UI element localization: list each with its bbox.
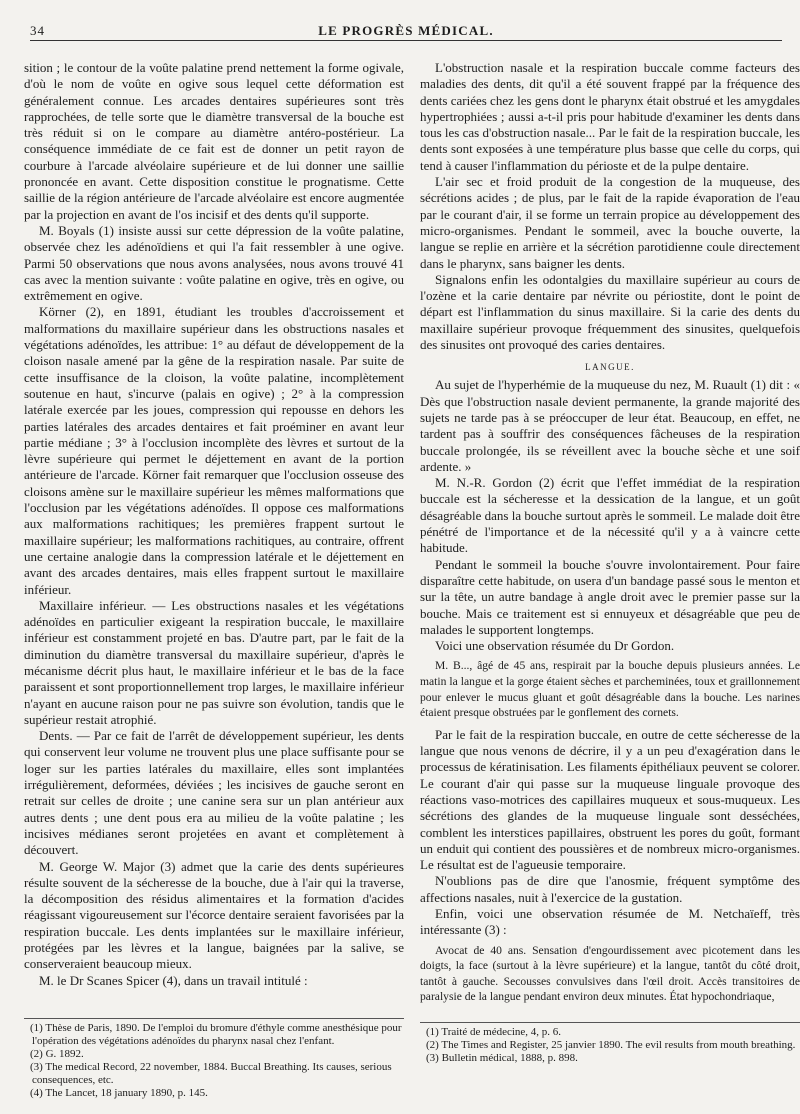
observation-netchaieff [420, 943, 800, 1005]
paragraph: M. George W. Major (3) admet que la carie des dents supérieures résulte souvent de la sécheresse de la bouche, due à l'air qui la traverse, la décomposition des résidus alimentaires et la formation d'acides réagissant vigoureusement sur l'écorce dentaire seraient favorisées par la respiration buccale. Les dents implantées sur le maxillaire inférieur, protégées par les lèvres et la langue, baignées par la salive, se conserveraient beaucoup mieux. [24, 858, 404, 972]
paragraph: Körner (2), en 1891, étudiant les troubles d'accroissement et malformations du maxillaire supérieur dans les obstructions nasales et végétations adénoïdes, les attribue: 1° au défaut de développement de la cloison nasale amené par la gêne de la respiration nasale. Par suite de cette insuffisance de la cloison, la voûte palatine, incomplètement soutenue en haut, s'incurve (palais en ogive) ; 2° à la compression latérale exercée par les joues, compression qui repousse en dehors les parties latérales des arcades dentaires et fait proéminer en avant leur partie médiane ; 3° à l'occlusion incomplète des lèvres et surtout de la lèvre supérieure qui permet le déjettement en avant de la portion antérieure de l'arcade. Körner fait remarquer que l'occlusion osseuse des cloisons amène sur le maxillaire supérieur les mêmes malformations que l'occlusion par les végétations adénoïdes. Il oppose ces malformations aux malformations rachitiques; les premières frappent surtout le maxillaire supérieur; les malformations rachitiques, au contraire, offrent une certaine analogie dans la compression latérale et le déjettement en avant des arcades dentaires, mais elles frappent surtout le maxillaire inférieur. [24, 304, 404, 597]
page-number: 34 [30, 23, 45, 38]
footnote: (2) The Times and Register, 25 janvier 1890. The evil results from mouth breathing. [426, 1039, 796, 1051]
observation-text: Avocat de 40 ans. Sensation d'engourdissement avec picotement dans les doigts, la face (surtout à la lèvre supérieure) et la langue, tantôt du côté droit, tantôt à gauche. Secousses convulsives dans l'œil droit. Accès transitoires de paralysie de la langue pendant environ deux minutes. État hypochondriaque, [420, 943, 800, 1004]
paragraph: M. le Dr Scanes Spicer (4), dans un travail intitulé : [39, 972, 308, 988]
paragraph: Pendant le sommeil la bouche s'ouvre involontairement. Pour faire disparaître cette habitude, on usera d'un bandage passé sous le menton et sur la tête, un autre bandage à angle droit avec le premier passe sur la bouche. Mais ce traitement est si ennuyeux et désagréable que peu de malades le supportent longtemps. [420, 556, 800, 637]
left-column [24, 60, 404, 989]
paragraph: Au sujet de l'hyperhémie de la muqueuse du nez, M. Ruault (1) dit : « Dès que l'obstruction nasale devient permanente, la grande majorité des sujets ne tarde pas à se préoccuper de leur état. Beaucoup, en effet, ne tardent pas à souffrir des conséquences fâcheuses de la respiration buccale prolongée, ils se réveillent avec la bouche sèche et une soif ardente. » [420, 377, 800, 474]
section-heading-langue: LANGUE. [585, 362, 635, 373]
paragraph: Voici une observation résumée du Dr Gordon. [435, 638, 675, 654]
footnotes-right [420, 1022, 800, 1065]
observation-text: M. B..., âgé de 45 ans, respirait par la bouche depuis plusieurs années. Le matin la langue et la gorge étaient sèches et parcheminées, toux et graillonnement pour enlever le mucus gluant et goût désagréable dans la bouche. Les narines étaient presque obstruées par le gonflement des cornets. [420, 659, 800, 720]
paragraph: L'obstruction nasale et la respiration buccale comme facteurs des maladies des dents, dit qu'il a été souvent frappé par la fréquence des dents cariées chez les gens dont le pharynx était obstrué et les amygdales hypertrophiées ; aussi a-t-il pris pour habitude d'examiner les dents dans tous les cas d'obstruction nasale... Par le fait de la respiration buccale, les dents sont exposées à une température plus basse que celle du corps, qui tend à causer l'inflammation du périoste et de la pulpe dentaire. [420, 60, 800, 173]
paragraph: sition ; le contour de la voûte palatine prend nettement la forme ogivale, d'où le nom de voûte en ogive sous lequel cette déformation est généralement connue. Les arcades dentaires supérieures sont très rapprochées, de telle sorte que le diamètre transversal de la bouche est très réduit si on le compare au diamètre antéro-postérieur. La conséquence immédiate de ce fait est de donner un petit rayon de courbure à l'arcade alvéolaire supérieure et de lui donner une saillie prononcée en avant. Cette disposition constitue le prognatisme. Cette saillie de la région antérieure de l'arcade alvéolaire est encore augmentée par la projection en avant de l'os incisif et des dents qu'il supporte. [24, 60, 404, 222]
footnote: (1) Traité de médecine, 4, p. 6. [426, 1026, 562, 1038]
footnote: (1) Thèse de Paris, 1890. De l'emploi du bromure d'éthyle comme anesthésique pour l'opération des végétations adénoïdes du pharynx nasal chez l'enfant. [30, 1022, 402, 1047]
page-header [30, 22, 782, 41]
paragraph: Maxillaire inférieur. — Les obstructions nasales et les végétations adénoïdes en particulier exigeant la respiration buccale, le maxillaire inférieur est constamment projeté en bas. D'autre part, par le fait de la diminution du diamètre transversal du maxillaire supérieur, d'après le mécanisme décrit plus haut, le maxillaire inférieur et le bas de la face paraissent et sont proportionnellement trop larges, le maxillaire inférieur n'ayant en aucune raison pour ne pas suivre son évolution, tandis que le supérieur restait atrophié. [24, 597, 404, 727]
footnotes-left [24, 1018, 404, 1100]
footnote: (2) G. 1892. [30, 1048, 84, 1060]
footnote: (4) The Lancet, 18 january 1890, p. 145. [30, 1087, 208, 1099]
journal-title: LE PROGRÈS MÉDICAL. [318, 23, 494, 38]
paragraph: Par le fait de la respiration buccale, en outre de cette sécheresse de la langue que nous venons de décrire, il y a un peu d'exagération dans le processus de kératinisation. Les filaments épithéliaux peuvent se colorer. Le courant d'air qui passe sur la muqueuse linguale provoque des réactions vaso-motrices des capillaires muqueux et sous-muqueux. Les sécrétions des glandes de la muqueuse linguale sont desséchées, comblent les interstices papillaires, obstruent les pores du goût, formant un enduit qui contient des poussières et de nombreux micro-organismes. Le résultat est de l'agueusie temporaire. [420, 726, 800, 873]
paragraph: Dents. — Par ce fait de l'arrêt de développement supérieur, les dents qui conservent leur volume ne trouvent plus une place suffisante pour se loger sur les parties latérales du maxillaire, elles sont implantées irrégulièrement, deformées, déviées ; les incisives de gauche seront en retrait sur celles de droite ; une canine sera sur un plan antérieur aux autres dents ; une dent pous era au milieu de la voûte palatine ; les incisives médianes seront projetées en avant et complètement à découvert. [24, 728, 404, 858]
observation-gordon [420, 658, 800, 720]
footnote: (3) Bulletin médical, 1888, p. 898. [426, 1052, 578, 1064]
paragraph: Signalons enfin les odontalgies du maxillaire supérieur au cours de l'ozène et la carie dentaire par névrite ou périostite, dont le point de départ est l'inflammation du sinus maxillaire. Si la carie des dents du maxillaire supérieur provoque fréquemment des sinusites, quelquefois des sinusites ont provoqué des caries dentaires. [420, 271, 800, 353]
footnote: (3) The medical Record, 22 november, 1884. Buccal Breathing. Its causes, serious consequences, etc. [30, 1061, 392, 1086]
paragraph: M. Boyals (1) insiste aussi sur cette dépression de la voûte palatine, observée chez les adénoïdiens et qui l'a fait ressembler à une ogive. Parmi 50 observations que nous avons analysées, nous avons trouvé 41 cas avec la mention suivante : voûte palatine en ogive, très en ogive, ou extrêmement en ogive. [24, 222, 404, 304]
right-column [420, 60, 800, 1011]
paragraph: M. N.-R. Gordon (2) écrit que l'effet immédiat de la respiration buccale est la sécheresse et la dessication de la langue, et un goût désagréable dans la bouche surtout après le sommeil. Le malade doit être pénétré de l'importance et de la nécessité qu'il y a à vaincre cette habitude. [420, 475, 800, 556]
paragraph: N'oublions pas de dire que l'anosmie, fréquent symptôme des affections nasales, nuit à l'exercice de la gustation. [420, 873, 800, 905]
paragraph: L'air sec et froid produit de la congestion de la muqueuse, des sécrétions acides ; de plus, par le fait de la rapide évaporation de l'eau par le courant d'air, il se forme un terrain propice au développement des micro-organismes. Pendant le sommeil, avec la bouche ouverte, la langue se replie en arrière et la sécrétion parotidienne coule directement dans le pharynx, sans baigner les dents. [420, 174, 800, 271]
paragraph: Enfin, voici une observation résumée de M. Netchaïeff, très intéressante (3) : [420, 906, 800, 938]
